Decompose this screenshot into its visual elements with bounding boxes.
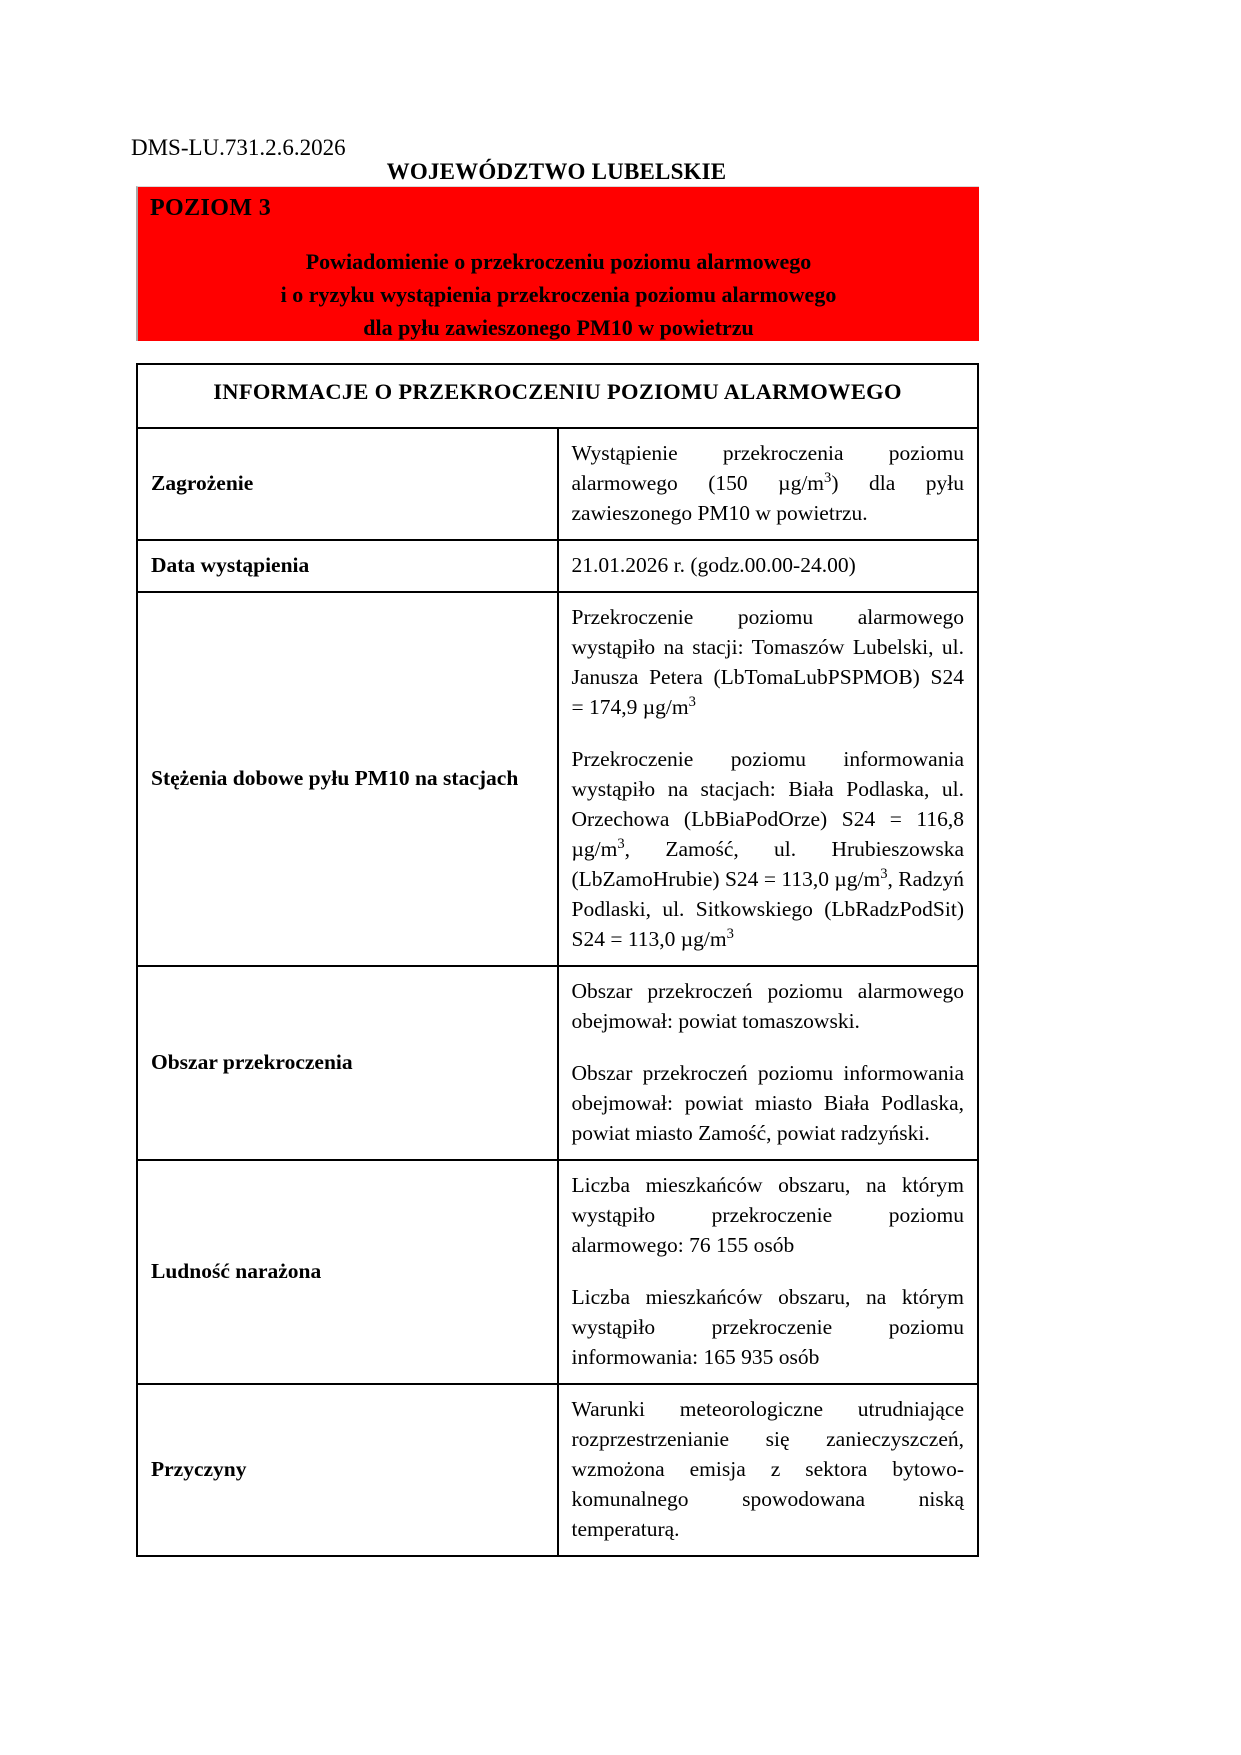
row-content — [558, 1384, 979, 1556]
table-row — [137, 1160, 978, 1384]
row-content — [558, 540, 979, 592]
superscript: 3 — [688, 693, 696, 710]
table-row — [137, 592, 978, 966]
row-paragraph: Obszar przekroczeń poziomu informowania obejmował: powiat miasto Biała Podlaska, powiat miasto Zamość, powiat radzyński. — [571, 1061, 964, 1145]
alert-banner-line-3: dla pyłu zawieszonego PM10 w powietrzu — [363, 315, 754, 340]
row-paragraph: 21.01.2026 r. (godz.00.00-24.00) — [571, 553, 856, 577]
alert-banner-line-1: Powiadomienie o przekroczeniu poziomu alarmowego — [305, 249, 812, 274]
row-content — [558, 1160, 979, 1384]
table-row — [137, 428, 978, 540]
row-paragraph: Przekroczenie poziomu alarmowego wystąpiło na stacji: Tomaszów Lubelski, ul. Janusza Petera (LbTomaLubPSPMOB) S24 = 174,9 $\mu g/m^3$ — [571, 605, 964, 719]
superscript: 3 — [824, 469, 832, 486]
alert-banner-text — [138, 245, 979, 344]
row-content — [558, 592, 979, 966]
row-paragraph: Obszar przekroczeń poziomu alarmowego obejmował: powiat tomaszowski. — [571, 979, 964, 1033]
row-label: Stężenia dobowe pyłu PM10 na stacjach — [137, 592, 558, 966]
page-title: WOJEWÓDZTWO LUBELSKIE — [386, 159, 727, 184]
row-paragraph: Liczba mieszkańców obszaru, na którym wystąpiło przekroczenie poziomu informowania: 165 935 osób — [571, 1285, 964, 1369]
alert-banner-line-2: i o ryzyku wystąpienia przekroczenia poziomu alarmowego — [280, 282, 837, 307]
table-row — [137, 966, 978, 1160]
alert-banner — [136, 186, 979, 341]
row-paragraph: Przekroczenie poziomu informowania wystąpiło na stacjach: Biała Podlaska, ul. Orzechowa (LbBiaPodOrze) S24 = 116,8 $\mu g/m^3$, Zamość, ul. Hrubieszowska (LbZamoHrubie) S24 = 113,0 $\mu g/m^3$, Radzyń Podlaski, ul. Sitkowskiego (LbRadzPodSit) S24 = 113,0 $\mu g/m^3$ — [571, 747, 964, 951]
row-paragraph: Wystąpienie przekroczenia poziomu alarmowego (150 $\mu g/m^3$) dla pyłu zawieszonego PM10 w powietrzu. — [571, 441, 964, 525]
row-paragraph: Warunki meteorologiczne utrudniające rozprzestrzenianie się zanieczyszczeń, wzmożona emisja z sektora bytowo-komunalnego spowodowana niską temperaturą. — [571, 1397, 964, 1541]
row-label: Ludność narażona — [137, 1160, 558, 1384]
row-paragraph: Liczba mieszkańców obszaru, na którym wystąpiło przekroczenie poziomu alarmowego: 76 155 osób — [571, 1173, 964, 1257]
information-table-body — [137, 364, 978, 1556]
alert-level-badge: POZIOM 3 — [150, 195, 272, 221]
table-header-row — [137, 364, 978, 428]
table-row — [137, 540, 978, 592]
row-label: Zagrożenie — [137, 428, 558, 540]
document-reference-number: DMS-LU.731.2.6.2026 — [131, 135, 346, 160]
table-header-title: INFORMACJE O PRZEKROCZENIU POZIOMU ALARMOWEGO — [137, 364, 978, 428]
information-table — [136, 363, 979, 1557]
superscript: 3 — [880, 865, 888, 882]
superscript: 3 — [617, 835, 625, 852]
table-row — [137, 1384, 978, 1556]
row-content — [558, 428, 979, 540]
row-content — [558, 966, 979, 1160]
row-label: Data wystąpienia — [137, 540, 558, 592]
superscript: 3 — [726, 925, 734, 942]
row-label: Przyczyny — [137, 1384, 558, 1556]
row-label: Obszar przekroczenia — [137, 966, 558, 1160]
